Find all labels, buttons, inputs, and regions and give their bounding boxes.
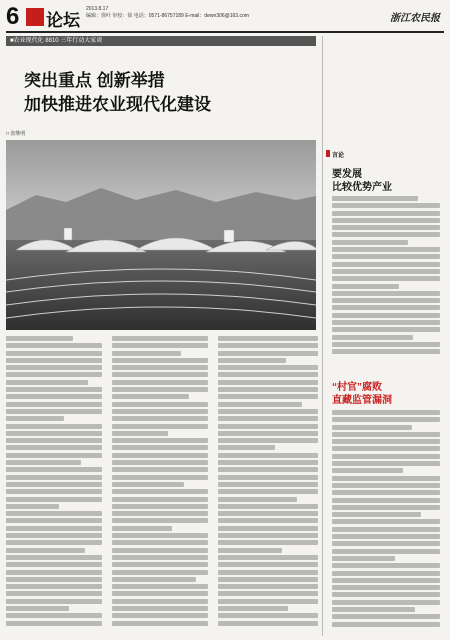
- article-kicker: ■农业现代化 8810 三年行动大家谈: [6, 36, 316, 46]
- sidebar-item-1-title-line-1: 要发展: [332, 169, 362, 180]
- page-header: [6, 4, 444, 30]
- sidebar-divider: [322, 36, 323, 636]
- sidebar-item-2-title-line-1: “村官”腐败: [332, 382, 382, 393]
- page-number: 6: [6, 3, 20, 30]
- headline-line-2: 加快推进农业现代化建设: [24, 95, 211, 114]
- headline-line-1: 突出重点 创新举措: [24, 71, 165, 90]
- article-body-col-3: [218, 336, 318, 636]
- masthead: 浙江农民报: [390, 13, 440, 24]
- sidebar-item-2-title-line-2: 直藏监管漏洞: [332, 395, 392, 406]
- greenhouse-photo: [6, 140, 316, 330]
- article-photo: [6, 140, 316, 330]
- byline: □ 张继明: [6, 131, 26, 137]
- sidebar-tag-marker: [326, 150, 330, 157]
- section-name: 论坛: [46, 11, 80, 30]
- issue-meta: [86, 6, 249, 20]
- editor-contact: 编辑：徐叶 审校：徐 电话：0571-86757189 E-mail：dewn306@163.com: [86, 13, 249, 19]
- issue-date: 2013.8.17: [86, 6, 109, 12]
- sidebar-item-1-title-line-2: 比较优势产业: [332, 182, 392, 193]
- article-body-col-1: [6, 336, 102, 636]
- article-body-col-2: [112, 336, 208, 636]
- sidebar-item-1-body: [332, 196, 440, 356]
- section-marker: [26, 8, 44, 26]
- header-rule: [6, 31, 444, 33]
- sidebar-item-2-body: [332, 410, 440, 636]
- sidebar-tag: 言论: [332, 153, 345, 159]
